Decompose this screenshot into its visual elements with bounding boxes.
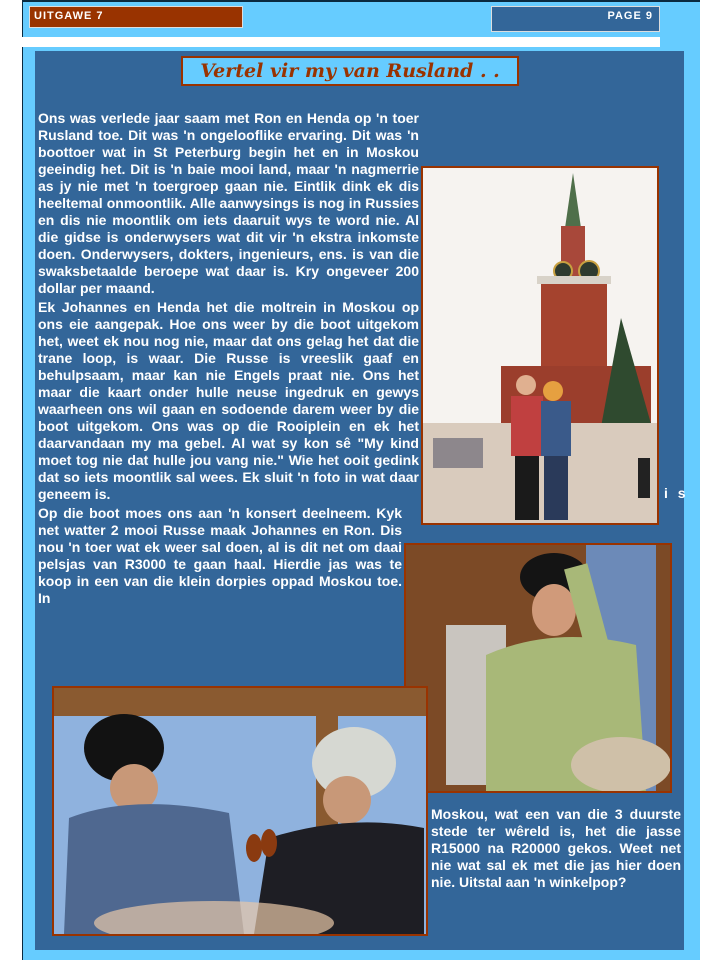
man-fur-hat-image	[406, 545, 670, 791]
photo-two-men-spoons	[52, 686, 428, 936]
two-men-spoons-image	[54, 688, 426, 934]
page-number: PAGE 9	[491, 6, 660, 32]
paragraph-3: Op die boot moes ons aan 'n konsert deelneem. Kyk net watter 2 mooi Russe maak Johannes en Ron. Dis nou 'n toer wat ek weer sal doen, al is dit net om daai pelsjas van R3000 te gaan haal. Hierdie jas was te koop in een van die klein dorpies oppad Moskou toe. In	[38, 505, 402, 606]
issue-label: UITGAWE 7	[29, 6, 243, 28]
article-continuation: Moskou, wat een van die 3 duurste stede ter wêreld is, het die jasse R15000 na R20000 gekos. Weet net nie wat sal ek met die jas hier doen nie. Uitstal aan 'n winkelpop?	[431, 806, 681, 890]
photo-man-fur-hat	[404, 543, 672, 793]
article-title: Vertel vir my van Rusland . .	[181, 56, 519, 86]
paragraph-2: Ek Johannes en Henda het die moltrein in Moskou op ons eie aangepak. Hoe ons weer by die boot uitgekom het, weet ek nou nog nie, maar dat ons gelag het dat die trane loop, is waar. Die Russe is vreeslik gaaf en behulpsaam, maar kan nie Engels praat nie. Ons het maar die kaart onder hulle neuse ingedruk en gewys waarheen ons wil gaan en sodoende darem weer by die boot uitgekom. Ons was op die Rooiplein en ek het daarvandaan my ma gebel. Al wat sy kon sê "My kind moet tog nie dat hulle jou vang nie." Wie het ooit gedink dat so iets moontlik sal wees. Ek sluit 'n foto in wat daar geneem is.	[38, 299, 419, 502]
divider	[22, 37, 660, 47]
photo-red-square	[421, 166, 659, 525]
stray-text: i s	[664, 485, 689, 501]
red-square-image	[423, 168, 657, 523]
paragraph-1: Ons was verlede jaar saam met Ron en Henda op 'n toer Rusland toe. Dit was 'n ongelooflike ervaring. Dit was 'n boottoer wat in St Peterburg begin het en in Moskou geeindig het. Dit is 'n baie mooi land, maar 'n nagmerrie as jy nie met 'n toergroep gaan nie. Eintlik dink ek dis heeltemal onmoontlik. Alle aanwysings is nog in Russies en dis nie moontlik om iets daaruit wys te word nie. Al die gidse is onderwysers wat dit vir 'n ekstra inkomste doen. Onderwysers, dokters, ingenieurs, ens. is van die swaksbetaalde beroepe wat daar is. Kry ongeveer 200 dollar per maand.	[38, 110, 419, 296]
